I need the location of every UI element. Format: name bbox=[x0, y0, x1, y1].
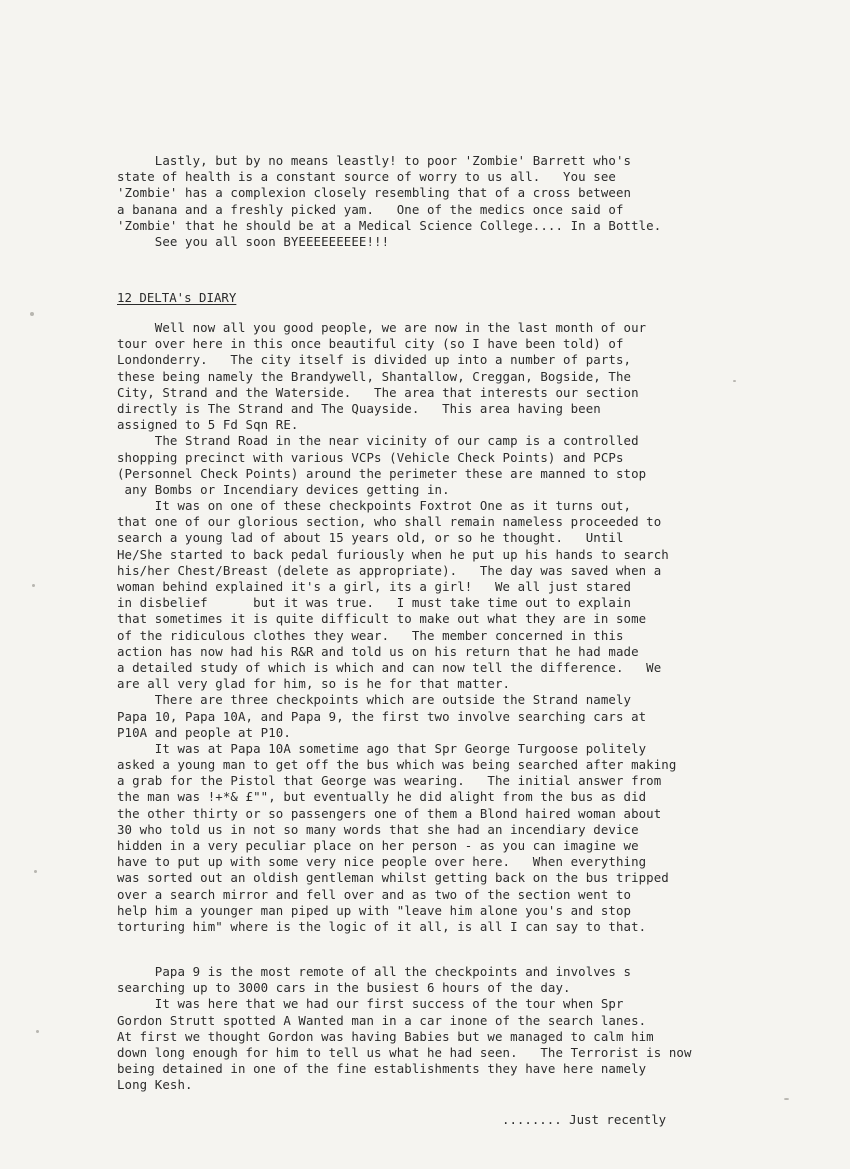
diary-line: City, Strand and the Waterside. The area that interests our section bbox=[117, 384, 639, 400]
diary-line: search a young lad of about 15 years old, or so he thought. Until bbox=[117, 530, 624, 546]
diary-line: tour over here in this once beautiful city (so I have been told) of bbox=[117, 336, 624, 352]
diary-line: a detailed study of which is which and can now tell the difference. We bbox=[117, 659, 662, 675]
diary-line: It was here that we had our first success of the tour when Spr bbox=[117, 996, 624, 1012]
diary-line: being detained in one of the fine establishments they have here namely bbox=[117, 1061, 647, 1077]
diary-line: Gordon Strutt spotted A Wanted man in a car inone of the search lanes. bbox=[117, 1012, 647, 1028]
diary-line: a grab for the Pistol that George was wearing. The initial answer from bbox=[117, 773, 662, 789]
diary-line: It was at Papa 10A sometime ago that Spr George Turgoose politely bbox=[117, 740, 647, 756]
scan-speck bbox=[784, 1098, 789, 1100]
intro-line: state of health is a constant source of worry to us all. You see bbox=[117, 169, 616, 185]
diary-line: torturing him" where is the logic of it all, is all I can say to that. bbox=[117, 918, 647, 934]
diary-line: Long Kesh. bbox=[117, 1077, 193, 1093]
diary-line: any Bombs or Incendiary devices getting in. bbox=[117, 481, 450, 497]
diary-line: Papa 10, Papa 10A, and Papa 9, the first two involve searching cars at bbox=[117, 708, 647, 724]
diary-line: down long enough for him to tell us what he had seen. The Terrorist is now bbox=[117, 1044, 692, 1060]
diary-line: that one of our glorious section, who shall remain nameless proceeded to bbox=[117, 514, 662, 530]
intro-line: Lastly, but by no means leastly! to poor 'Zombie' Barrett who's bbox=[117, 153, 632, 168]
diary-line: these being namely the Brandywell, Shantallow, Creggan, Bogside, The bbox=[117, 368, 632, 384]
scan-speck bbox=[30, 312, 34, 316]
diary-line: shopping precinct with various VCPs (Vehicle Check Points) and PCPs bbox=[117, 449, 624, 465]
diary-line: are all very glad for him, so is he for that matter. bbox=[117, 676, 511, 692]
diary-line: action has now had his R&R and told us on his return that he had made bbox=[117, 643, 639, 659]
diary-paragraph-papa9 bbox=[117, 964, 692, 1094]
diary-line: of the ridiculous clothes they wear. The member concerned in this bbox=[117, 627, 624, 643]
diary-line: that sometimes it is quite difficult to make out what they are in some bbox=[117, 611, 647, 627]
diary-line: It was on one of these checkpoints Foxtrot One as it turns out, bbox=[117, 498, 632, 514]
diary-line: P10A and people at P10. bbox=[117, 724, 291, 740]
diary-line: 30 who told us in not so many words that she had an incendiary device bbox=[117, 821, 639, 837]
diary-line: his/her Chest/Breast (delete as appropriate). The day was saved when a bbox=[117, 562, 662, 578]
diary-line: The Strand Road in the near vicinity of our camp is a controlled bbox=[117, 433, 639, 449]
diary-line: (Personnel Check Points) around the perimeter these are manned to stop bbox=[117, 465, 647, 481]
diary-line: asked a young man to get off the bus which was being searched after making bbox=[117, 757, 677, 773]
diary-line: Londonderry. The city itself is divided up into a number of parts, bbox=[117, 352, 632, 368]
diary-line: hidden in a very peculiar place on her person - as you can imagine we bbox=[117, 838, 639, 853]
diary-line: There are three checkpoints which are outside the Strand namely bbox=[117, 692, 632, 708]
closing-continuation: ........ Just recently bbox=[502, 1112, 667, 1127]
diary-line: in disbelief but it was true. I must take time out to explain bbox=[117, 595, 632, 611]
scan-speck bbox=[32, 584, 35, 587]
scan-speck bbox=[34, 870, 37, 873]
diary-line: woman behind explained it's a girl, its a girl! We all just stared bbox=[117, 579, 632, 594]
diary-line: searching up to 3000 cars in the busiest 6 hours of the day. bbox=[117, 980, 571, 996]
scan-speck bbox=[36, 1030, 39, 1033]
diary-line: over a search mirror and fell over and as two of the section went to bbox=[117, 886, 632, 902]
intro-paragraph bbox=[117, 153, 661, 250]
intro-line: See you all soon BYEEEEEEEEE!!! bbox=[117, 233, 390, 249]
diary-line: Papa 9 is the most remote of all the checkpoints and involves s bbox=[117, 964, 632, 979]
diary-line: directly is The Strand and The Quayside. This area having been bbox=[117, 400, 601, 416]
diary-line: assigned to 5 Fd Sqn RE. bbox=[117, 417, 299, 433]
diary-line: Well now all you good people, we are now in the last month of our bbox=[117, 320, 647, 335]
diary-line: have to put up with some very nice people over here. When everything bbox=[117, 854, 647, 870]
scan-speck bbox=[733, 380, 736, 382]
diary-paragraph-main bbox=[117, 320, 676, 935]
diary-line: the other thirty or so passengers one of them a Blond haired woman about bbox=[117, 805, 662, 821]
diary-line: was sorted out an oldish gentleman whilst getting back on the bus tripped bbox=[117, 870, 669, 886]
diary-line: help him a younger man piped up with "leave him alone you's and stop bbox=[117, 902, 632, 918]
intro-line: a banana and a freshly picked yam. One of the medics once said of bbox=[117, 201, 624, 217]
diary-line: At first we thought Gordon was having Babies but we managed to calm him bbox=[117, 1028, 654, 1044]
diary-line: the man was !+*& £"", but eventually he did alight from the bus as did bbox=[117, 789, 647, 805]
diary-line: He/She started to back pedal furiously when he put up his hands to search bbox=[117, 546, 669, 562]
diary-heading: 12 DELTA's DIARY bbox=[117, 290, 237, 305]
intro-line: 'Zombie' has a complexion closely resembling that of a cross between bbox=[117, 185, 632, 201]
intro-line: 'Zombie' that he should be at a Medical Science College.... In a Bottle. bbox=[117, 217, 662, 233]
